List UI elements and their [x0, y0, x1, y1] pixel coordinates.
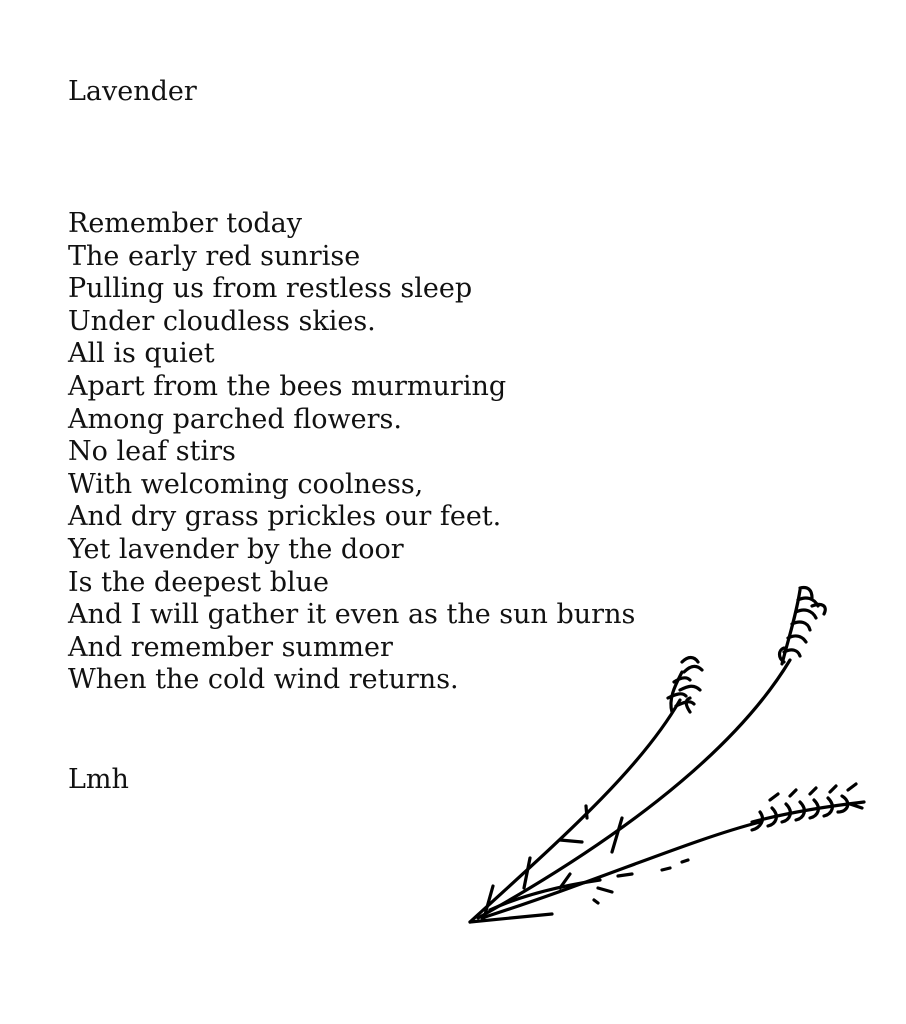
- poem-line: Pulling us from restless sleep: [68, 273, 473, 305]
- poem-line: And I will gather it even as the sun burns: [68, 599, 636, 631]
- poem-line: The early red sunrise: [68, 240, 361, 272]
- poem-line: Remember today: [68, 208, 302, 239]
- poem-line: And remember summer: [68, 631, 393, 663]
- poem-line: All is quiet: [68, 338, 215, 370]
- poem-line: And dry grass prickles our feet.: [68, 501, 502, 533]
- poem-signature: Lmh: [68, 764, 129, 795]
- poem-line: Is the deepest blue: [68, 566, 329, 598]
- poem-line: When the cold wind returns.: [68, 664, 459, 696]
- stem-left: [470, 700, 680, 922]
- poem-line: No leaf stirs: [68, 436, 236, 468]
- poem-line: Yet lavender by the door: [68, 533, 404, 565]
- stem-right: [482, 822, 760, 918]
- poem-title: Lavender: [68, 76, 197, 107]
- poem-line: Among parched flowers.: [68, 403, 402, 435]
- lavender-sprigs-icon: [440, 570, 880, 950]
- poem-line: With welcoming coolness,: [68, 468, 424, 500]
- poem-line: Under cloudless skies.: [68, 305, 376, 337]
- poem-line: Apart from the bees murmuring: [68, 370, 507, 402]
